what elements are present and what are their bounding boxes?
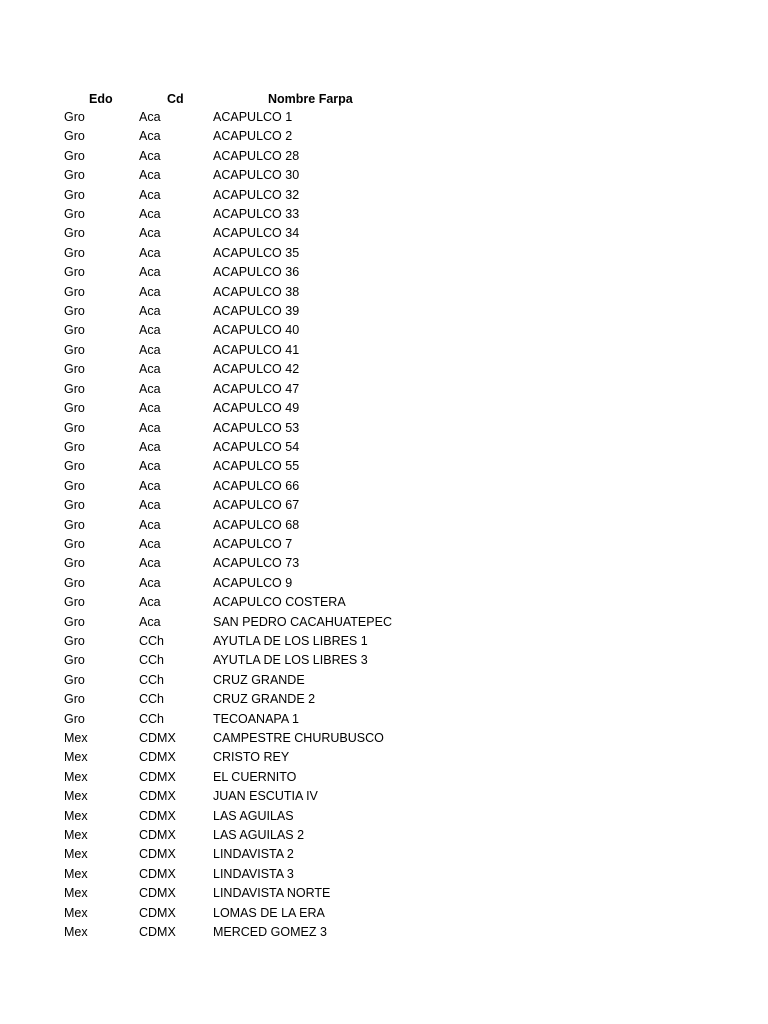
table-row: [0, 224, 768, 243]
table-row: [0, 535, 768, 554]
cell-cd: Aca: [139, 536, 161, 551]
cell-nombre-farpa: CRISTO REY: [213, 750, 290, 765]
cell-nombre-farpa: ACAPULCO 41: [213, 342, 300, 357]
table-row: [0, 360, 768, 379]
cell-edo: Gro: [64, 439, 85, 454]
table-row: [0, 263, 768, 282]
table-body: [0, 108, 768, 942]
table-row: [0, 457, 768, 476]
cell-cd: Aca: [139, 323, 161, 338]
table-row: [0, 690, 768, 709]
cell-edo: Gro: [64, 265, 85, 280]
cell-cd: Aca: [139, 342, 161, 357]
cell-cd: CDMX: [139, 769, 176, 784]
cell-cd: Aca: [139, 362, 161, 377]
cell-cd: CCh: [139, 653, 165, 668]
table-row: [0, 438, 768, 457]
table-row: [0, 787, 768, 806]
cell-edo: Gro: [64, 672, 85, 687]
cell-nombre-farpa: AYUTLA DE LOS LIBRES 1: [213, 633, 368, 648]
table-row: [0, 651, 768, 670]
cell-edo: Gro: [64, 148, 85, 163]
table-row: [0, 904, 768, 923]
cell-nombre-farpa: ACAPULCO 30: [213, 168, 300, 183]
table-row: [0, 108, 768, 127]
cell-nombre-farpa: CRUZ GRANDE 2: [213, 692, 316, 707]
cell-nombre-farpa: ACAPULCO 42: [213, 362, 300, 377]
cell-edo: Gro: [64, 362, 85, 377]
cell-nombre-farpa: ACAPULCO 54: [213, 439, 300, 454]
table-row: [0, 321, 768, 340]
cell-edo: Gro: [64, 245, 85, 260]
table-row: [0, 147, 768, 166]
cell-nombre-farpa: ACAPULCO 47: [213, 381, 300, 396]
table-row: [0, 710, 768, 729]
cell-cd: Aca: [139, 401, 161, 416]
cell-cd: Aca: [139, 245, 161, 260]
cell-cd: Aca: [139, 595, 161, 610]
cell-nombre-farpa: ACAPULCO 38: [213, 284, 300, 299]
cell-nombre-farpa: MERCED GOMEZ 3: [213, 925, 327, 940]
cell-edo: Gro: [64, 342, 85, 357]
table-row: [0, 826, 768, 845]
cell-edo: Gro: [64, 207, 85, 222]
table-row: [0, 632, 768, 651]
table-row: [0, 748, 768, 767]
cell-cd: CCh: [139, 711, 165, 726]
cell-cd: Aca: [139, 517, 161, 532]
cell-nombre-farpa: ACAPULCO 28: [213, 148, 300, 163]
cell-nombre-farpa: ACAPULCO 66: [213, 478, 300, 493]
cell-cd: Aca: [139, 110, 161, 124]
table-row: [0, 496, 768, 515]
cell-edo: Gro: [64, 692, 85, 707]
cell-edo: Gro: [64, 304, 85, 319]
table-row: [0, 574, 768, 593]
cell-edo: Gro: [64, 711, 85, 726]
table-row: [0, 302, 768, 321]
table-row: [0, 283, 768, 302]
column-header-edo: Edo: [89, 92, 113, 106]
cell-edo: Gro: [64, 168, 85, 183]
cell-cd: Aca: [139, 187, 161, 202]
cell-nombre-farpa: ACAPULCO 32: [213, 187, 300, 202]
cell-nombre-farpa: LOMAS DE LA ERA: [213, 905, 325, 920]
cell-edo: Gro: [64, 556, 85, 571]
cell-edo: Gro: [64, 478, 85, 493]
cell-cd: Aca: [139, 556, 161, 571]
table-row: [0, 671, 768, 690]
cell-nombre-farpa: ACAPULCO 35: [213, 245, 300, 260]
cell-nombre-farpa: ACAPULCO 33: [213, 207, 300, 222]
cell-cd: Aca: [139, 381, 161, 396]
cell-cd: Aca: [139, 575, 161, 590]
cell-cd: CDMX: [139, 886, 176, 901]
table-row: [0, 884, 768, 903]
table-row: [0, 399, 768, 418]
cell-nombre-farpa: ACAPULCO 53: [213, 420, 300, 435]
table-row: [0, 613, 768, 632]
cell-cd: CCh: [139, 672, 165, 687]
cell-nombre-farpa: CRUZ GRANDE: [213, 672, 305, 687]
table-row: [0, 593, 768, 612]
cell-edo: Mex: [64, 808, 88, 823]
cell-cd: Aca: [139, 420, 161, 435]
cell-cd: Aca: [139, 614, 161, 629]
cell-nombre-farpa: ACAPULCO 67: [213, 498, 300, 513]
cell-edo: Gro: [64, 575, 85, 590]
table-row: [0, 127, 768, 146]
table-row: [0, 865, 768, 884]
cell-cd: CDMX: [139, 808, 176, 823]
cell-edo: Gro: [64, 110, 85, 124]
cell-nombre-farpa: LAS AGUILAS 2: [213, 828, 305, 843]
cell-cd: Aca: [139, 265, 161, 280]
table-row: [0, 419, 768, 438]
cell-cd: CDMX: [139, 847, 176, 862]
table-row: [0, 554, 768, 573]
cell-nombre-farpa: ACAPULCO 36: [213, 265, 300, 280]
cell-nombre-farpa: ACAPULCO 39: [213, 304, 300, 319]
table-row: [0, 729, 768, 748]
cell-cd: CDMX: [139, 925, 176, 940]
cell-nombre-farpa: ACAPULCO 68: [213, 517, 300, 532]
cell-edo: Gro: [64, 323, 85, 338]
table-row: [0, 244, 768, 263]
cell-nombre-farpa: LINDAVISTA 3: [213, 866, 294, 881]
cell-nombre-farpa: ACAPULCO 7: [213, 536, 293, 551]
cell-edo: Mex: [64, 886, 88, 901]
cell-nombre-farpa: TECOANAPA 1: [213, 711, 299, 726]
cell-nombre-farpa: LINDAVISTA 2: [213, 847, 294, 862]
table-row: [0, 166, 768, 185]
cell-nombre-farpa: EL CUERNITO: [213, 769, 297, 784]
cell-edo: Mex: [64, 789, 88, 804]
cell-edo: Gro: [64, 595, 85, 610]
cell-edo: Mex: [64, 925, 88, 940]
cell-nombre-farpa: ACAPULCO 49: [213, 401, 300, 416]
column-header-nombre-farpa: Nombre Farpa: [268, 92, 353, 106]
cell-nombre-farpa: ACAPULCO 34: [213, 226, 300, 241]
cell-edo: Gro: [64, 420, 85, 435]
table-row: [0, 341, 768, 360]
cell-cd: Aca: [139, 148, 161, 163]
table-row: [0, 807, 768, 826]
table-row: [0, 923, 768, 942]
cell-cd: CDMX: [139, 789, 176, 804]
cell-cd: Aca: [139, 284, 161, 299]
table-row: [0, 768, 768, 787]
cell-edo: Gro: [64, 381, 85, 396]
cell-cd: CDMX: [139, 731, 176, 745]
cell-edo: Gro: [64, 517, 85, 532]
cell-edo: Gro: [64, 633, 85, 648]
table-row: [0, 186, 768, 205]
cell-cd: CDMX: [139, 750, 176, 765]
cell-edo: Gro: [64, 284, 85, 299]
cell-nombre-farpa: ACAPULCO 40: [213, 323, 300, 338]
cell-edo: Gro: [64, 653, 85, 668]
cell-nombre-farpa: ACAPULCO 73: [213, 556, 300, 571]
cell-cd: Aca: [139, 498, 161, 513]
cell-edo: Gro: [64, 498, 85, 513]
cell-edo: Gro: [64, 129, 85, 144]
cell-nombre-farpa: ACAPULCO 2: [213, 129, 293, 144]
cell-cd: CDMX: [139, 866, 176, 881]
column-header-cd: Cd: [167, 92, 184, 106]
cell-cd: Aca: [139, 168, 161, 183]
cell-cd: Aca: [139, 478, 161, 493]
cell-cd: Aca: [139, 207, 161, 222]
cell-edo: Gro: [64, 401, 85, 416]
cell-nombre-farpa: ACAPULCO 55: [213, 459, 300, 474]
cell-edo: Gro: [64, 187, 85, 202]
cell-nombre-farpa: LAS AGUILAS: [213, 808, 294, 823]
cell-cd: CCh: [139, 692, 165, 707]
table-header: [0, 90, 768, 109]
table-row: [0, 205, 768, 224]
cell-cd: CCh: [139, 633, 165, 648]
cell-cd: CDMX: [139, 828, 176, 843]
table-row: [0, 845, 768, 864]
cell-cd: Aca: [139, 304, 161, 319]
cell-nombre-farpa: JUAN ESCUTIA IV: [213, 789, 318, 804]
cell-cd: Aca: [139, 226, 161, 241]
cell-edo: Mex: [64, 847, 88, 862]
cell-nombre-farpa: ACAPULCO 9: [213, 575, 293, 590]
cell-nombre-farpa: ACAPULCO COSTERA: [213, 595, 346, 610]
table-row: [0, 380, 768, 399]
cell-cd: Aca: [139, 129, 161, 144]
table-row: [0, 477, 768, 496]
cell-edo: Gro: [64, 536, 85, 551]
cell-edo: Mex: [64, 731, 88, 745]
cell-edo: Mex: [64, 769, 88, 784]
cell-nombre-farpa: AYUTLA DE LOS LIBRES 3: [213, 653, 368, 668]
cell-cd: Aca: [139, 439, 161, 454]
cell-nombre-farpa: SAN PEDRO CACAHUATEPEC: [213, 614, 392, 629]
cell-cd: CDMX: [139, 905, 176, 920]
cell-cd: Aca: [139, 459, 161, 474]
cell-edo: Gro: [64, 459, 85, 474]
cell-edo: Gro: [64, 614, 85, 629]
cell-edo: Mex: [64, 750, 88, 765]
cell-edo: Mex: [64, 866, 88, 881]
cell-edo: Mex: [64, 828, 88, 843]
cell-nombre-farpa: CAMPESTRE CHURUBUSCO: [213, 731, 384, 745]
cell-nombre-farpa: ACAPULCO 1: [213, 110, 293, 124]
table-row: [0, 516, 768, 535]
cell-nombre-farpa: LINDAVISTA NORTE: [213, 886, 331, 901]
cell-edo: Mex: [64, 905, 88, 920]
cell-edo: Gro: [64, 226, 85, 241]
